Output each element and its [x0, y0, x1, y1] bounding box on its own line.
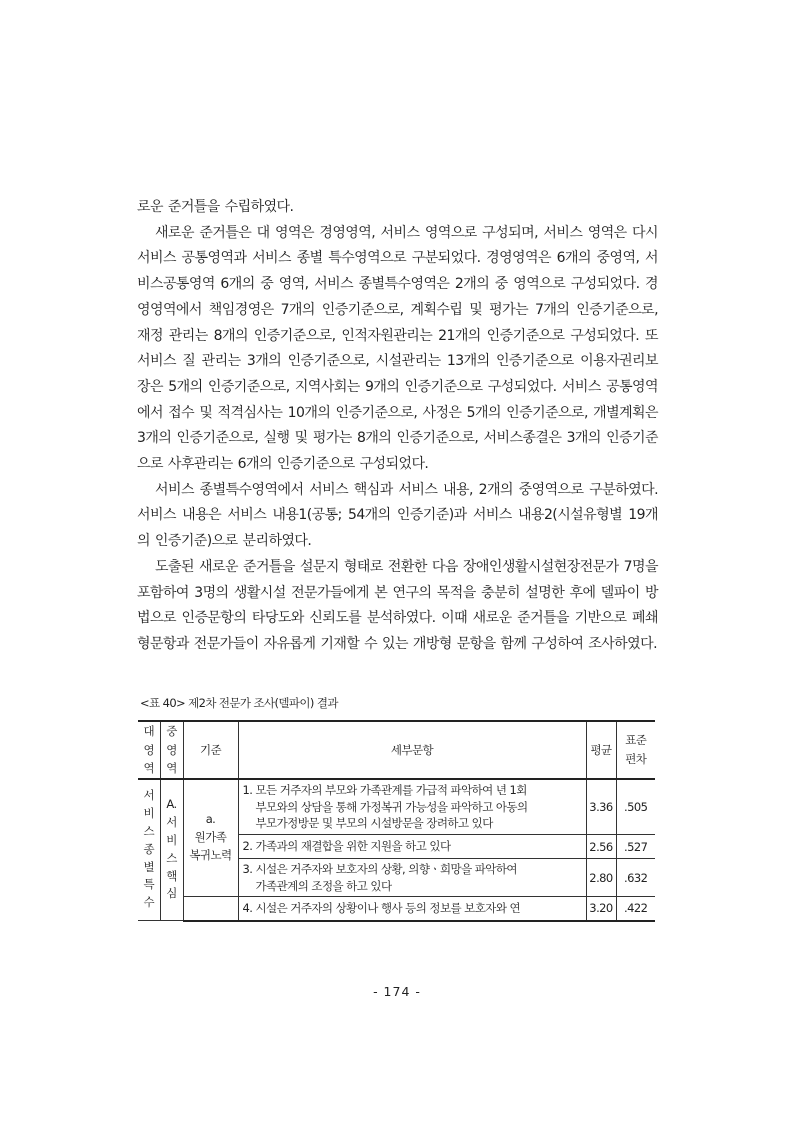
- table-caption: <표 40> 제2차 전문가 조사(델파이) 결과: [140, 696, 338, 710]
- paragraph: 로운 준거틀을 수립하였다.: [137, 199, 294, 215]
- mean-value: 2.80: [586, 859, 616, 897]
- header-criterion: 기준: [183, 721, 238, 779]
- table-row: [138, 897, 655, 921]
- paragraph: 서비스 종별특수영역에서 서비스 핵심과 서비스 내용, 2개의 중영역으로 구분하였다. 서비스 내용은 서비스 내용1(공통; 54개의 인증기준)과 서비스 내용2(시설유형별 19개의 인증기준)으로 분리하였다.: [137, 481, 658, 550]
- detail-item-2: 2. 가족과의 재결합을 위한 지원을 하고 있다: [238, 835, 586, 859]
- mean-value: 3.36: [586, 779, 616, 835]
- detail-item-4: 4. 시설은 거주자의 상황이나 행사 등의 정보를 보호자와 연: [238, 897, 586, 921]
- header-detail-item: 세부문항: [238, 721, 586, 779]
- header-sd: 표준 편차: [616, 721, 655, 779]
- sd-value: .632: [616, 859, 655, 897]
- header-mean: 평균: [586, 721, 616, 779]
- major-area-cell: 서 비 스 종 별 특 수: [138, 779, 160, 921]
- page-number: - 174 -: [373, 984, 421, 999]
- table-header-row: [138, 721, 655, 779]
- delphi-results-table: [138, 720, 655, 922]
- paragraph: 새로운 준거틀은 대 영역은 경영영역, 서비스 영역으로 구성되며, 서비스 영역은 다시 서비스 공통영역과 서비스 종별 특수영역으로 구분되었다. 경영영역은 6개의 중영역, 서비스공통영역 6개의 중 영역, 서비스 종별특수영역은 2개의 중 영역으로 구성되었다. 경영영역에서 책임경영은 7개의 인증기준으로, 계획수립 및 평가는 7개의 인증기준으로, 재정 관리는 8개의 인증기준으로, 인적자원관리는 21개의 인증기준으로 구성되었다. 또 서비스 질 관리는 3개의 인증기준으로, 시설관리는 13개의 인증기준으로 이용자권리보장은 5개의 인증기준으로, 지역사회는 9개의 인증기준으로 구성되었다. 서비스 공통영역에서 접수 및 적격심사는 10개의 인증기준으로, 사정은 5개의 인증기준으로, 개별계획은 3개의 인증기준으로, 실행 및 평가는 8개의 인증기준으로, 서비스종결은 3개의 인증기준으로 사후관리는 6개의 인증기준으로 구성되었다.: [137, 224, 658, 473]
- criterion-cell-empty: [183, 897, 238, 921]
- header-major-area: 대 영 역: [138, 721, 160, 779]
- sd-value: .505: [616, 779, 655, 835]
- mid-area-cell: A. 서 비 스 핵 심: [160, 779, 183, 921]
- table-row: [138, 779, 655, 835]
- mean-value: 3.20: [586, 897, 616, 921]
- header-mid-area: 중 영 역: [160, 721, 183, 779]
- mean-value: 2.56: [586, 835, 616, 859]
- criterion-cell: a. 원가족 복귀노력: [183, 779, 238, 897]
- body-text: [137, 195, 658, 658]
- detail-item-3: 3. 시설은 거주자와 보호자의 상황, 의향ㆍ희망을 파악하여 가족관계의 조정을 하고 있다: [238, 859, 586, 897]
- sd-value: .422: [616, 897, 655, 921]
- sd-value: .527: [616, 835, 655, 859]
- paragraph: 도출된 새로운 준거틀을 설문지 형태로 전환한 다음 장애인생활시설현장전문가 7명을 포함하여 3명의 생활시설 전문가들에게 본 연구의 목적을 충분히 설명한 후에 델파이 방법으로 인증문항의 타당도와 신뢰도를 분석하였다. 이때 새로운 준거틀을 기반으로 폐쇄형문항과 전문가들이 자유롭게 기재할 수 있는 개방형 문항을 함께 구성하여 조사하였다.: [137, 558, 658, 652]
- detail-item-1: 1. 모든 거주자의 부모와 가족관계를 가급적 파악하여 년 1회 부모와의 상담을 통해 가정복귀 가능성을 파악하고 아동의 부모가정방문 및 부모의 시설방문을 장려하고 있다: [238, 779, 586, 835]
